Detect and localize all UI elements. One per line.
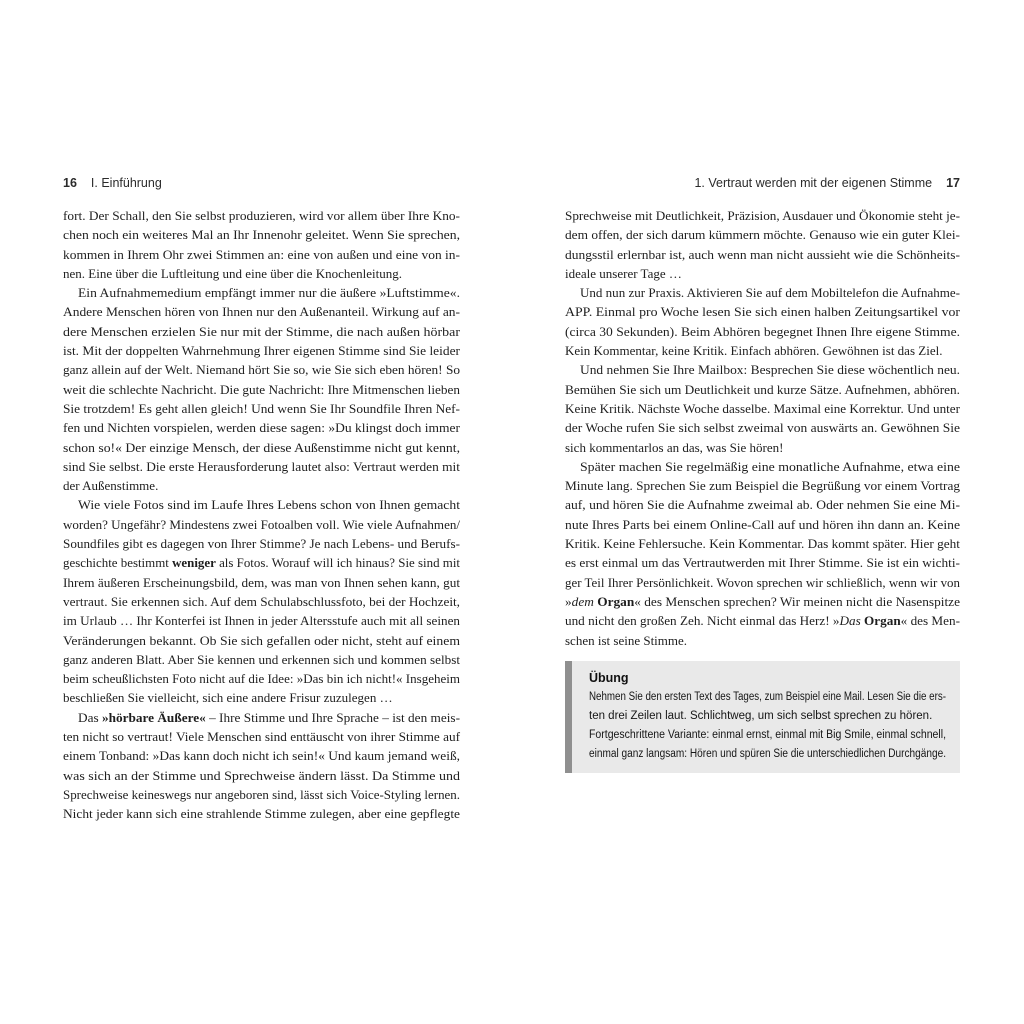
text-line: ganz anderen Blatt. Aber Sie kennen und erkennen sich und kommen selbst [63,651,460,667]
text-line: sind Sie selbst. Die erste Herausforderung lautet also: Vertraut werden mit [63,458,460,474]
text-line: was sich an der Stimme und Sprechweise ändern lässt. Da Stimme und [63,767,460,783]
text-line: ten nicht so vertraut! Viele Menschen sind enttäuscht von ihrer Stimme auf [63,729,460,745]
left-page-number: 16 [63,176,77,190]
text-line: Später machen Sie regelmäßig eine monatliche Aufnahme, etwa eine [580,458,960,474]
right-page-column [565,206,960,773]
text-line: der Woche rufen Sie sich selbst zweimal von auswärts an. Gewöhnen Sie [565,420,960,436]
text-line: Soundfiles gibt es dagegen von Ihrer Stimme? Je nach Lebens- und Berufs- [63,536,460,552]
right-page-text [565,206,960,650]
text-line: Fortgeschrittene Variante: einmal ernst, einmal mit Big Smile, einmal schnell, [589,728,946,741]
text-line: beim scheußlichsten Foto nicht auf die Idee: »Das bin ich nicht!« Insgeheim [63,671,460,687]
exercise-box-title: Übung [589,670,629,685]
left-chapter-title: I. Einführung [90,176,162,190]
exercise-box-text [589,688,946,764]
text-line: Andere Menschen hören von Ihnen nur den Außenanteil. Wirkung auf an- [63,304,460,320]
text-line: worden? Ungefähr? Mindestens zwei Fotoalben voll. Wie viele Aufnahmen/ [63,516,460,532]
text-line: Keine Kritik. Nächste Woche dasselbe. Maximal eine Korrektur. Und unter [565,400,960,416]
text-line: einem Tonband: »Das kann doch nicht ich sein!« Und kaum jemand weiß, [63,748,460,764]
text-line: ganz allein auf der Welt. Niemand hört Sie so, wie Sie sich eben hören! So [63,362,460,378]
text-line: ger Teil Ihrer Persönlichkeit. Wovon sprechen wir schließlich, wenn wir von [565,574,960,590]
text-line: dungsstil erlernbar ist, auch wenn man nicht aussieht wie die Schönheits- [565,246,960,262]
text-line: Und nehmen Sie Ihre Mailbox: Besprechen Sie diese wöchentlich neu. [580,362,960,378]
text-line: ist. Mit der doppelten Wahrnehmung Ihrer eigenen Stimme sind Sie leider [63,343,460,359]
text-line: Sprechweise mit Deutlichkeit, Präzision, Ausdauer und Ökonomie steht je- [565,208,960,223]
text-line: Ein Aufnahmemedium empfängt immer nur die äußere »Luftstimme«. [78,285,460,301]
text-line: Kritik. Keine Fehlersuche. Kein Kommentar. Das kommt später. Hier geht [565,536,960,552]
text-line: auf, und hören Sie die Aufnahme zweimal ab. Oder nehmen Sie eine Mi- [565,497,960,513]
text-line: schen ist seine Stimme. [565,632,688,648]
right-page-header [565,176,960,190]
text-line: und nicht den großen Zeh. Nicht einmal das Herz! »Das Organ« des Men- [565,613,960,629]
text-line: Und nun zur Praxis. Aktivieren Sie auf dem Mobiltelefon die Aufnahme- [580,285,960,301]
text-line: Sie trotzdem! Es geht allen gleich! Und wenn Sie Ihr Soundfile Ihren Nef- [63,400,460,416]
text-line: fort. Der Schall, den Sie selbst produzieren, wird vor allem über Ihre Kno- [63,208,460,223]
text-line: dem offen, der sich darum kümmern möchte. Genauso wie ein guter Klei- [565,227,960,243]
text-line: vertraut. Sie erkennen sich. Auf dem Schulabschlussfoto, bei der Hochzeit, [63,593,461,609]
left-page-header [63,176,460,190]
text-line: Bemühen Sie sich um Deutlichkeit und kurze Sätze. Aufnehmen, abhören. [565,381,960,397]
text-line: Kein Kommentar, keine Kritik. Einfach abhören. Gewöhnen ist das Ziel. [565,343,943,359]
text-line: ideale unserer Tage … [565,265,682,281]
right-page-number: 17 [946,176,960,190]
exercise-box [565,661,960,773]
text-line: Veränderungen bekannt. Ob Sie sich gefallen oder nicht, steht auf einem [63,632,461,648]
text-line: im Urlaub … Ihr Konterfei ist Ihnen in jeder Altersstufe auch mit all seinen [63,613,460,629]
text-line: Wie viele Fotos sind im Laufe Ihres Lebens schon von Ihnen gemacht [78,497,460,513]
text-line: Ihrem äußeren Erscheinungsbild, dem, was man von Ihnen sehen kann, gut [63,574,460,590]
text-line: ten drei Zeilen laut. Schlichtweg, um sich selbst sprechen zu hören. [589,709,933,722]
text-line: (circa 30 Sekunden). Beim Abhören begegnet Ihnen Ihre eigene Stimme. [565,323,960,339]
text-line: sich kommentarlos an das, was Sie hören! [565,439,784,455]
text-line: nen. Eine über die Luftleitung und eine über die Knochenleitung. [63,265,402,281]
text-line: der Außenstimme. [63,478,159,494]
text-line: »dem Organ« des Menschen sprechen? Wir meinen nicht die Nasenspitze [565,593,960,609]
text-line: weit die schlechte Nachricht. Die gute Nachricht: Ihre Mitmenschen lieben [63,381,460,397]
text-line: Das »hörbare Äußere« – Ihre Stimme und Ihre Sprache – ist den meis- [78,709,460,725]
text-line: schon so!« Der einzige Mensch, der diese Außenstimme nicht gut kennt, [63,439,460,455]
text-line: fen und Nichten vorspielen, werden diese sagen: »Du klingst doch immer [63,420,461,436]
text-line: nute Ihres Parts bei einem Online-Call auf und hören ihn dann an. Keine [565,516,960,532]
text-line: chen noch ein weiteres Mal an Ihr Innenohr geleitet. Wenn Sie sprechen, [63,227,461,243]
text-line: Sprechweise keineswegs nur angeboren sind, lässt sich Voice-Styling lernen. [63,786,460,802]
right-chapter-title: 1. Vertraut werden mit der eigenen Stimme [694,176,933,190]
left-page-text [63,206,460,824]
text-line: beschließen Sie vielleicht, sich eine andere Frisur zuzulegen … [63,690,393,706]
text-line: APP. Einmal pro Woche lesen Sie sich einen halben Zeitungsartikel vor [565,304,960,320]
text-line: dere Menschen erzielen Sie nur mit der Stimme, die nach außen hörbar [63,323,461,339]
text-line: kommen in Ihrem Ohr zwei Stimmen an: eine von außen und eine von in- [63,246,461,262]
text-line: einmal ganz langsam: Hören und spüren Sie die unterschiedlichen Durchgänge. [589,747,946,760]
text-line: geschichte bestimmt weniger als Fotos. Worauf will ich hinaus? Sie sind mit [63,555,460,571]
text-line: Nehmen Sie den ersten Text des Tages, zum Beispiel eine Mail. Lesen Sie die ers- [589,690,946,703]
text-line: es erst einmal um das Vertrautwerden mit Ihrer Stimme. Sie ist ein wichti- [565,555,960,571]
text-line: Minute lang. Sprechen Sie zum Beispiel die Begrüßung vor einem Vortrag [565,478,960,494]
text-line: Nicht jeder kann sich eine strahlende Stimme zulegen, aber eine gepflegte [63,806,460,822]
